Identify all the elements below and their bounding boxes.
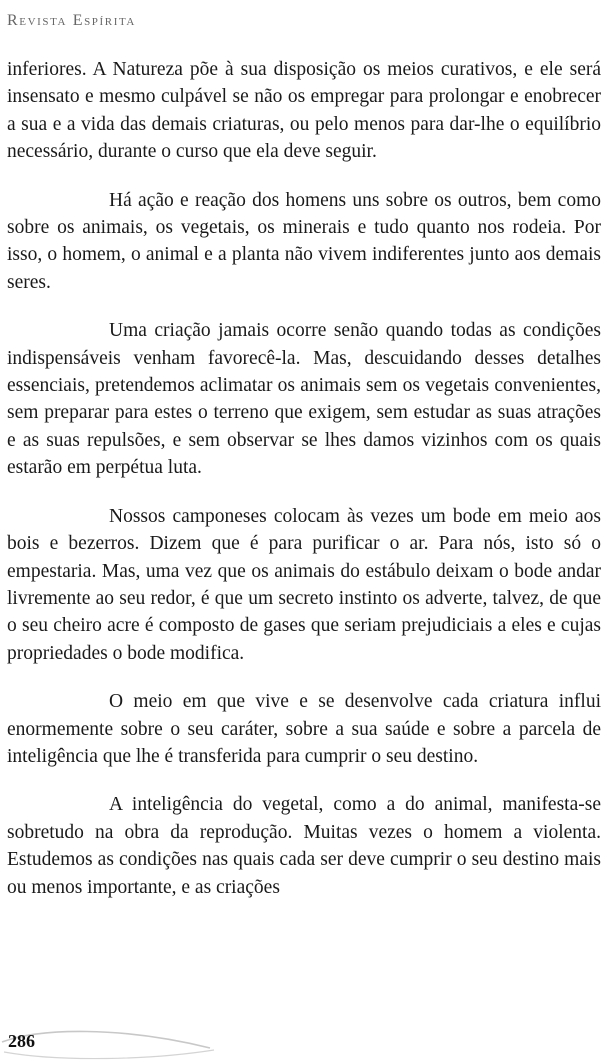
running-header: Revista Espírita <box>7 12 136 29</box>
paragraph-gap <box>7 770 601 791</box>
paragraph-gap <box>7 166 601 187</box>
paragraph: A inteligência do vegetal, como a do animal, manifesta-se sobretudo na obra da reprodução. Muitas vezes o homem a violenta. Estudemos as condições nas quais cada ser deve cumprir o seu destino mais ou menos importante, e as criações <box>7 794 601 898</box>
paragraph-gap <box>7 296 601 317</box>
page-number: 286 <box>8 1031 35 1051</box>
paragraph: Uma criação jamais ocorre senão quando todas as condições indispensáveis venham favorecê-la. Mas, descuidando desses detalhes essenciais, pretendemos aclimatar os animais sem os vegetais convenientes, sem preparar para estes o terreno que exigem, sem estudar as suas atrações e as suas repulsões, e sem observar se lhes damos vizinhos com os quais estarão em perpétua luta. <box>7 320 601 479</box>
paragraph: Nossos camponeses colocam às vezes um bode em meio aos bois e bezerros. Dizem que é para purificar o ar. Para nós, isto só o empestaria. Mas, uma vez que os animais do estábulo deixam o bode andar livremente ao seu redor, é que um secreto instinto os adverte, talvez, de que o seu cheiro acre é composto de gases que seriam prejudiciais a eles e cujas propriedades o bode modifica. <box>7 505 601 664</box>
paragraph: Há ação e reação dos homens uns sobre os outros, bem como sobre os animais, os vegetais, os minerais e tudo quanto nos rodeia. Por isso, o homem, o animal e a planta não vivem indiferentes junto aos demais seres. <box>7 189 601 293</box>
paragraph-gap <box>7 667 601 688</box>
paragraph-gap <box>7 482 601 503</box>
paragraph: O meio em que vive e se desenvolve cada criatura influi enormemente sobre o seu caráter, sobre a sua saúde e sobre a parcela de inteligência que lhe é transferida para cumprir o seu destino. <box>7 691 601 767</box>
paragraph-continued: inferiores. A Natureza põe à sua disposição os meios curativos, e ele será insensato e mesmo culpável se não os empregar para prolongar e enobrecer a sua e a vida das demais criaturas, ou pelo menos para dar-lhe o equilíbrio necessário, durante o curso que ela deve seguir. <box>7 59 601 163</box>
text-body <box>7 56 601 901</box>
